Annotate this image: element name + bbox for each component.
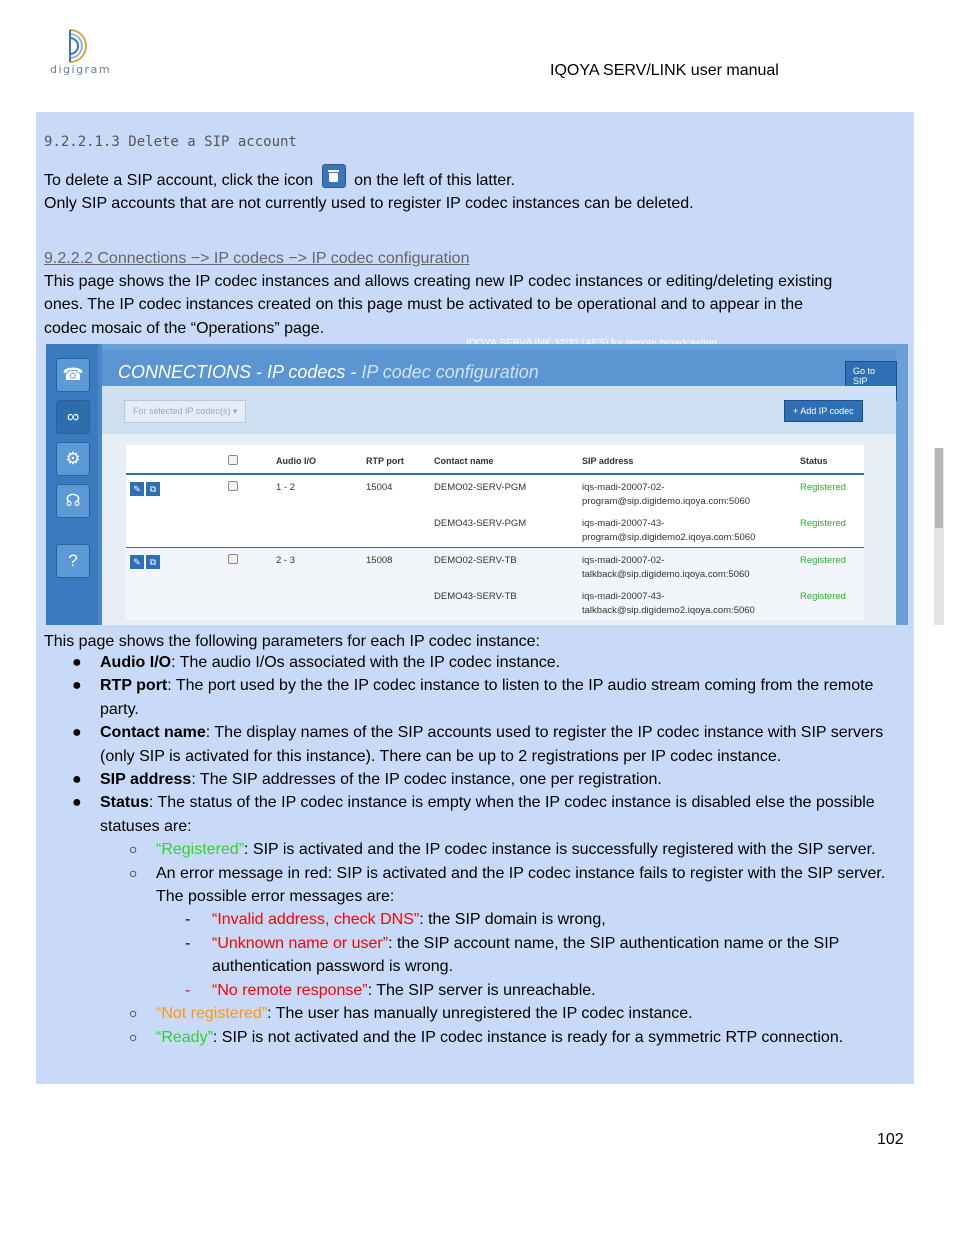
intro-line-3: codec mosaic of the “Operations” page. (44, 319, 325, 337)
row-checkbox[interactable] (228, 554, 238, 564)
list-item: ● Contact name: The display names of the SIP accounts used to register the IP codec instance with SIP servers (only SIP is activated for this instance). There can be up to 2 registrations per IP codec instance. (72, 724, 884, 765)
list-item: ● Audio I/O: The audio I/Os associated with the IP codec instance. (72, 654, 561, 671)
screenshot-toolbar (102, 386, 896, 434)
list-item: ○ “Ready”: SIP is not activated and the IP codec instance is ready for a symmetric RTP connection. (129, 1028, 844, 1046)
col-actions (126, 445, 224, 474)
select-all-checkbox[interactable] (228, 455, 238, 465)
delete-text-3: Only SIP accounts that are not currently used to register IP codec instances can be deleted. (44, 195, 694, 213)
edit-icon[interactable]: ✎ (130, 555, 144, 569)
sip-address-cell: iqs-madi-20007-02- program@sip.digidemo.iqoya.com:5060 (582, 482, 751, 507)
sip-address-cell: iqs-madi-20007-02- talkback@sip.digidemo.iqoya.com:5060 (578, 548, 796, 585)
delete-text-1: To delete a SIP account, click the icon (44, 172, 314, 189)
ip-codec-table (126, 445, 864, 620)
headphones-icon[interactable]: ☊ (56, 484, 90, 518)
col-audio-io: Audio I/O (272, 445, 362, 474)
list-item: - “No remote response”: The SIP server is unreachable. (185, 981, 596, 999)
contact-name-cell: DEMO43-SERV-TB (434, 591, 517, 602)
row-checkbox[interactable] (228, 481, 238, 491)
link-icon[interactable]: ∞ (56, 400, 90, 434)
edit-icon[interactable]: ✎ (130, 482, 144, 496)
screenshot-main (102, 344, 908, 625)
audio-io-cell: 2 - 3 (272, 548, 362, 585)
screenshot-sidebar (46, 344, 98, 625)
status-list (100, 838, 904, 1049)
audio-io-cell (272, 584, 362, 620)
go-to-sip-accounts-button[interactable]: Go to SIP (845, 361, 897, 401)
sip-address-cell: iqs-madi-20007-43- program@sip.digidemo2.iqoya.com:5060 (582, 518, 756, 543)
rtp-port-cell (362, 511, 430, 548)
trash-icon (322, 164, 346, 188)
rtp-port-cell: 15008 (362, 548, 430, 585)
screenshot-title: CONNECTIONS - IP codecs - IP codec configuration (118, 362, 539, 382)
section-heading-delete: 9.2.2.1.3 Delete a SIP account (44, 134, 297, 150)
intro-line-1: This page shows the IP codec instances and allows creating new IP codec instances or editing/deleting existing (44, 273, 833, 290)
help-icon[interactable]: ? (56, 544, 90, 578)
error-list (156, 908, 904, 1002)
list-item: - “Unknown name or user”: the SIP account name, the SIP authentication name or the SIP authentication password is wrong. (185, 934, 840, 976)
delete-text-2: on the left of this latter. (354, 172, 516, 189)
table-scrollbar[interactable] (934, 448, 944, 625)
add-ip-codec-button[interactable]: + Add IP codec (784, 400, 863, 422)
list-item: ● RTP port: The port used by the the IP codec instance to listen to the IP audio stream coming from the remote party. (72, 677, 874, 718)
col-rtp-port: RTP port (362, 445, 430, 474)
status-cell: Registered (800, 591, 846, 602)
scrollbar-thumb[interactable] (935, 448, 943, 528)
col-status: Status (796, 445, 864, 474)
phone-icon[interactable]: ☎ (56, 358, 90, 392)
params-intro: This page shows the following parameters for each IP codec instance: (44, 633, 540, 650)
list-item: ○ “Not registered”: The user has manually unregistered the IP codec instance. (129, 1005, 693, 1023)
params-list (44, 651, 904, 1049)
list-item: ● SIP address: The SIP addresses of the IP codec instance, one per registration. (72, 771, 662, 789)
contact-name-cell: DEMO02-SERV-PGM (434, 482, 527, 493)
list-item: ● Status: The status of the IP codec instance is empty when the IP codec instance is disabled else the possible statuses are: ○ “Registered”: SIP is activated and the IP codec instance is successfully registered with the SIP server. ○ An error message in red: SIP is activated and the IP codec instance fails to register with the SIP server. The possible error messages are: - “Invalid address, check DNS”: the SIP domain is wrong, - “Unknown name or user”: the SIP account name, the SIP authentication name or the SIP authentication password is wrong. - “No remote response”: The SIP server is unreachable. ○ “Not registered”: The user has manually unregistered the IP codec instance. ○ “Ready”: SIP is not activated and the IP codec instance is ready for a symmetric RTP connection. (44, 791, 904, 1048)
screenshot-header (102, 350, 896, 386)
rtp-port-cell: 15004 (366, 482, 393, 493)
contact-name-cell: DEMO43-SERV-PGM (434, 518, 527, 529)
config-intro (44, 270, 832, 340)
intro-line-2: ones. The IP codec instances created on this page must be activated to be operational and to appear in the (44, 296, 804, 314)
sip-address-cell: iqs-madi-20007-43- talkback@sip.digidemo2.iqoya.com:5060 (582, 591, 755, 616)
table-row[interactable] (126, 548, 864, 585)
audio-io-cell (272, 511, 362, 548)
table-row[interactable] (126, 474, 864, 511)
copy-icon[interactable]: ⧉ (146, 482, 160, 496)
col-sip-address: SIP address (578, 445, 796, 474)
ip-codec-screenshot (46, 344, 908, 625)
copy-icon[interactable]: ⧉ (146, 555, 160, 569)
document-title: IQOYA SERV/LINK user manual (550, 62, 779, 79)
table-row[interactable] (126, 511, 864, 548)
col-contact-name: Contact name (430, 445, 578, 474)
table-row[interactable] (126, 584, 864, 620)
list-item: - “Invalid address, check DNS”: the SIP domain is wrong, (185, 911, 606, 929)
status-cell: Registered (796, 548, 864, 585)
delete-instructions (44, 164, 694, 216)
section-heading-config[interactable]: 9.2.2.2 Connections −> IP codecs −> IP codec configuration (44, 250, 470, 267)
for-selected-dropdown[interactable]: For selected IP codec(s) ▾ (124, 400, 246, 423)
logo-text: digigram (50, 63, 112, 76)
audio-io-cell: 1 - 2 (276, 482, 296, 493)
list-item: ○ An error message in red: SIP is activated and the IP codec instance fails to register with the SIP server. The possible error messages are: - “Invalid address, check DNS”: the SIP domain is wrong, - “Unknown name or user”: the SIP account name, the SIP authentication name or the SIP authentication password is wrong. - “No remote response”: The SIP server is unreachable. (100, 862, 904, 1002)
status-cell: Registered (800, 482, 846, 493)
status-cell: Registered (800, 518, 846, 529)
list-item: ○ “Registered”: SIP is activated and the IP codec instance is successfully registered with the SIP server. (129, 841, 876, 859)
contact-name-cell: DEMO02-SERV-TB (430, 548, 578, 585)
settings-icon[interactable]: ⚙ (56, 442, 90, 476)
col-select (224, 445, 272, 474)
rtp-port-cell (362, 584, 430, 620)
page-number: 102 (877, 1131, 904, 1148)
